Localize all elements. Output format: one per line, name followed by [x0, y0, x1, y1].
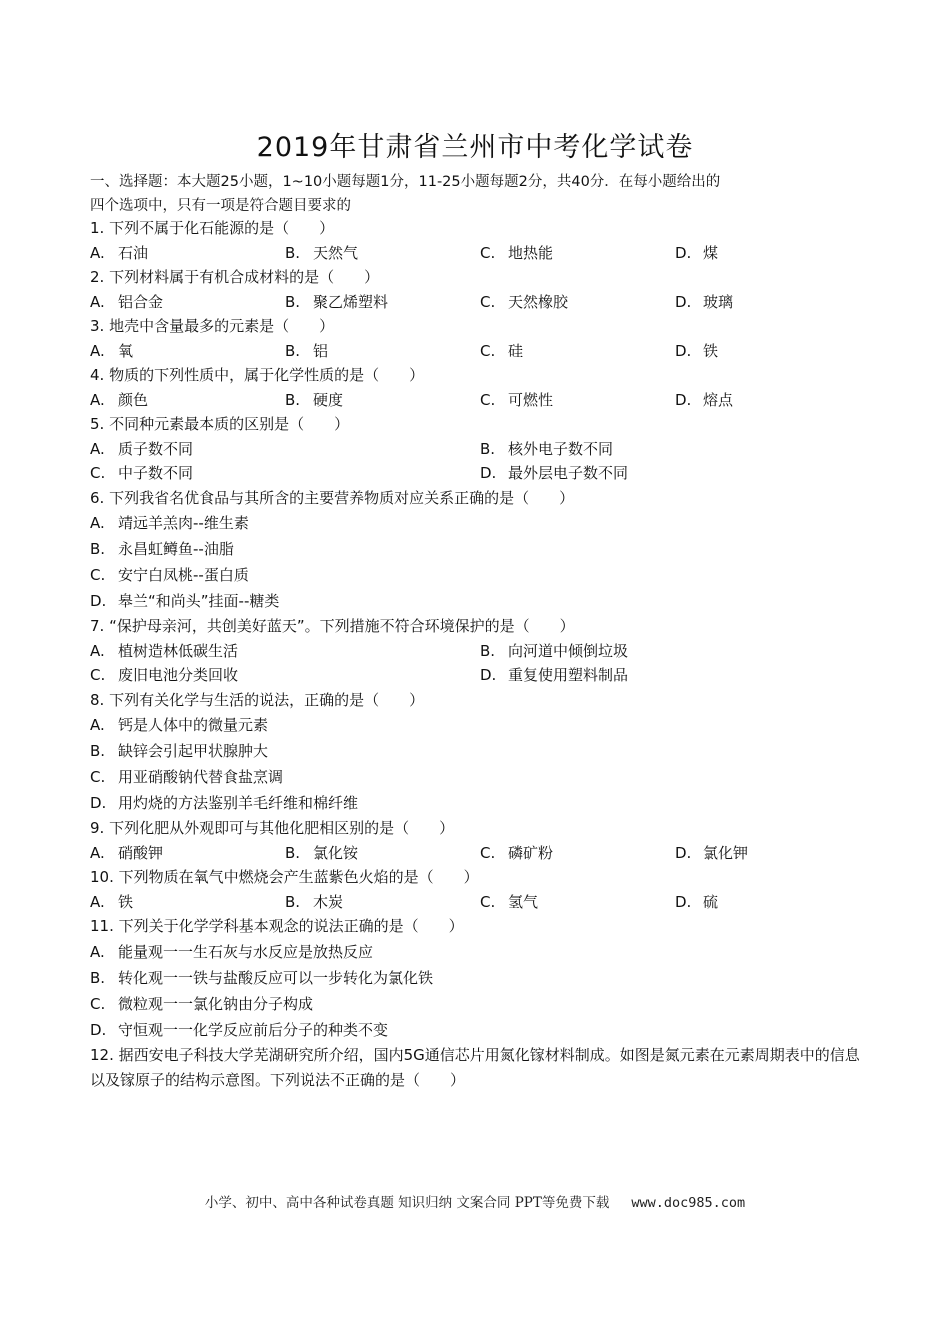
option-letter: A. — [90, 292, 105, 311]
option-text: 铁 — [703, 341, 719, 360]
question-block — [90, 816, 870, 865]
option-item — [90, 461, 480, 486]
option-text: 氯化钾 — [703, 843, 749, 862]
option-text: 向河道中倾倒垃圾 — [508, 641, 629, 660]
option-text: 石油 — [118, 243, 149, 262]
option-text: 废旧电池分类回收 — [118, 666, 239, 684]
option-letter: D. — [675, 341, 692, 360]
section-intro — [90, 170, 870, 218]
footer — [0, 1193, 950, 1213]
question-stem: 8. 下列有关化学与生活的说法，正确的是（ ） — [90, 690, 425, 709]
option-text: 颜色 — [118, 390, 149, 409]
question-list — [90, 216, 870, 1093]
option-item — [285, 290, 480, 315]
option-letter: B. — [285, 341, 301, 360]
option-text: 硬度 — [313, 390, 344, 409]
options-row — [90, 841, 870, 866]
option-item — [90, 1017, 870, 1043]
option-item — [90, 841, 285, 866]
option-text: 靖远羊羔肉--维生素 — [118, 514, 249, 532]
option-item — [675, 241, 870, 266]
option-letter: B. — [90, 540, 106, 558]
option-letter: B. — [90, 742, 106, 760]
option-letter: C. — [90, 464, 106, 482]
question-stem: 10. 下列物质在氧气中燃烧会产生蓝紫色火焰的是（ ） — [90, 868, 479, 886]
option-letter: A. — [90, 243, 105, 262]
option-letter: D. — [675, 243, 692, 262]
option-item — [90, 639, 480, 664]
option-text: 中子数不同 — [118, 464, 194, 482]
option-text: 煤 — [703, 243, 719, 262]
question-stem: 11. 下列关于化学学科基本观念的说法正确的是（ ） — [90, 917, 464, 935]
option-item — [480, 663, 870, 688]
option-text: 安宁白凤桃--蛋白质 — [118, 566, 249, 584]
intro-line-1: 一、选择题：本大题25小题，1~10小题每题1分，11-25小题每题2分，共40分．在每小题给出的 — [90, 174, 721, 190]
option-item — [675, 339, 870, 364]
option-letter: A. — [90, 439, 105, 458]
option-item — [480, 841, 675, 866]
option-text: 能量观一一生石灰与水反应是放热反应 — [118, 942, 374, 961]
option-item — [285, 241, 480, 266]
option-text: 木炭 — [313, 892, 344, 911]
option-letter: A. — [90, 390, 105, 409]
question-block — [90, 486, 870, 615]
option-item — [285, 388, 480, 413]
option-item — [90, 536, 870, 562]
option-item — [90, 437, 480, 462]
option-item — [90, 241, 285, 266]
option-letter: C. — [90, 994, 106, 1013]
option-letter: B. — [285, 892, 301, 911]
options-row — [90, 290, 870, 315]
option-text: 铝合金 — [118, 292, 164, 311]
option-item — [480, 388, 675, 413]
option-letter: A. — [90, 942, 105, 961]
question-block — [90, 1043, 870, 1093]
option-text: 永昌虹鳟鱼--油脂 — [118, 540, 234, 558]
options-row — [90, 241, 870, 266]
question-block — [90, 412, 870, 486]
option-item — [90, 712, 870, 738]
option-item — [90, 588, 870, 614]
option-item — [480, 890, 675, 915]
option-item — [90, 764, 870, 790]
footer-text: 小学、初中、高中各种试卷真题 知识归纳 文案合同 PPT等免费下载 — [204, 1195, 610, 1211]
question-stem: 1. 下列不属于化石能源的是（ ） — [90, 219, 335, 237]
option-text: 重复使用塑料制品 — [508, 666, 629, 684]
option-text: 核外电子数不同 — [508, 439, 614, 458]
option-letter: A. — [90, 514, 105, 532]
option-letter: D. — [675, 292, 692, 311]
option-item — [90, 510, 870, 536]
option-text: 氧 — [118, 341, 134, 360]
question-block — [90, 865, 870, 914]
option-text: 熔点 — [703, 390, 734, 409]
question-block — [90, 614, 870, 688]
question-stem: 6. 下列我省名优食品与其所含的主要营养物质对应关系正确的是（ ） — [90, 488, 575, 507]
option-letter: C. — [480, 341, 496, 360]
option-letter: C. — [90, 768, 106, 786]
option-item — [90, 339, 285, 364]
option-text: 缺锌会引起甲状腺肿大 — [118, 742, 269, 760]
options-row — [90, 890, 870, 915]
option-text: 氢气 — [508, 892, 539, 911]
option-letter: A. — [90, 843, 105, 862]
option-item — [90, 562, 870, 588]
option-letter: B. — [285, 390, 301, 409]
option-item — [90, 991, 870, 1017]
option-text: 质子数不同 — [118, 439, 194, 458]
option-text: 硅 — [508, 341, 524, 360]
option-letter: D. — [90, 794, 107, 812]
option-item — [675, 290, 870, 315]
option-text: 可燃性 — [508, 390, 554, 409]
option-text: 天然气 — [313, 243, 359, 262]
question-block — [90, 265, 870, 314]
option-text: 硝酸钾 — [118, 843, 164, 862]
options-row — [90, 663, 870, 688]
option-letter: D. — [675, 892, 692, 911]
option-item — [480, 639, 870, 664]
option-item — [675, 388, 870, 413]
option-item — [285, 890, 480, 915]
option-item — [90, 790, 870, 816]
option-item — [480, 437, 870, 462]
option-text: 植树造林低碳生活 — [118, 641, 239, 660]
option-letter: A. — [90, 716, 105, 734]
question-block — [90, 363, 870, 412]
option-item — [90, 965, 870, 991]
option-item — [675, 841, 870, 866]
option-letter: B. — [285, 243, 301, 262]
option-text: 地热能 — [508, 243, 554, 262]
option-text: 天然橡胶 — [508, 292, 569, 311]
option-text: 铁 — [118, 892, 134, 911]
option-letter: C. — [480, 843, 496, 862]
option-item — [480, 339, 675, 364]
option-letter: D. — [90, 592, 107, 610]
intro-line-2: 四个选项中，只有一项是符合题目要求的 — [90, 198, 351, 214]
option-item — [90, 939, 870, 965]
option-text: 玻璃 — [703, 292, 734, 311]
option-text: 用亚硝酸钠代替食盐烹调 — [118, 768, 284, 786]
question-stem: 2. 下列材料属于有机合成材料的是（ ） — [90, 268, 380, 286]
option-item — [90, 738, 870, 764]
option-text: 氯化铵 — [313, 843, 359, 862]
option-item — [480, 290, 675, 315]
question-stem: 3. 地壳中含量最多的元素是（ ） — [90, 317, 335, 335]
option-letter: C. — [480, 292, 496, 311]
options-row — [90, 339, 870, 364]
option-letter: B. — [480, 641, 496, 660]
option-letter: A. — [90, 892, 105, 911]
option-item — [90, 388, 285, 413]
option-item — [480, 241, 675, 266]
option-text: 铝 — [313, 341, 329, 360]
option-item — [480, 461, 870, 486]
options-row — [90, 388, 870, 413]
option-text: 皋兰“和尚头”挂面--糖类 — [118, 592, 280, 610]
question-stem: 7. “保护母亲河，共创美好蓝天”。下列措施不符合环境保护的是（ ） — [90, 617, 575, 635]
question-block — [90, 314, 870, 363]
options-row — [90, 437, 870, 462]
question-block — [90, 688, 870, 817]
option-letter: B. — [285, 843, 301, 862]
question-stem: 12. 据西安电子科技大学芜湖研究所介绍，国内5G通信芯片用氮化镓材料制成。如图是氮元素在元素周期表中的信息以及镓原子的结构示意图。下列说法不正确的是（ ） — [90, 1045, 860, 1089]
option-letter: D. — [90, 1020, 107, 1039]
question-stem: 4. 物质的下列性质中，属于化学性质的是（ ） — [90, 366, 425, 384]
option-item — [90, 890, 285, 915]
option-letter: B. — [480, 439, 496, 458]
option-item — [285, 841, 480, 866]
option-item — [90, 663, 480, 688]
option-text: 微粒观一一氯化钠由分子构成 — [118, 994, 314, 1013]
option-text: 磷矿粉 — [508, 843, 554, 862]
option-text: 守恒观一一化学反应前后分子的种类不变 — [118, 1020, 389, 1039]
option-text: 转化观一一铁与盐酸反应可以一步转化为氯化铁 — [118, 968, 434, 987]
option-letter: A. — [90, 341, 105, 360]
question-stem: 5. 不同种元素最本质的区别是（ ） — [90, 415, 350, 433]
option-letter: C. — [480, 390, 496, 409]
question-block — [90, 216, 870, 265]
option-letter: A. — [90, 641, 105, 660]
option-letter: C. — [480, 243, 496, 262]
option-letter: B. — [90, 968, 106, 987]
option-letter: D. — [675, 390, 692, 409]
option-item — [675, 890, 870, 915]
option-letter: D. — [480, 464, 497, 482]
option-letter: C. — [90, 666, 106, 684]
option-letter: D. — [675, 843, 692, 862]
question-block — [90, 914, 870, 1043]
option-item — [90, 290, 285, 315]
option-text: 最外层电子数不同 — [508, 464, 629, 482]
option-letter: B. — [285, 292, 301, 311]
option-text: 硫 — [703, 892, 719, 911]
option-letter: C. — [90, 566, 106, 584]
options-row — [90, 639, 870, 664]
option-text: 钙是人体中的微量元素 — [118, 716, 269, 734]
option-item — [285, 339, 480, 364]
option-letter: D. — [480, 666, 497, 684]
option-text: 聚乙烯塑料 — [313, 292, 389, 311]
options-row — [90, 461, 870, 486]
option-letter: C. — [480, 892, 496, 911]
question-stem: 9. 下列化肥从外观即可与其他化肥相区别的是（ ） — [90, 819, 455, 837]
footer-url[interactable]: www.doc985.com — [631, 1195, 746, 1211]
option-text: 用灼烧的方法鉴别羊毛纤维和棉纤维 — [118, 794, 359, 812]
page-title: 2019年甘肃省兰州市中考化学试卷 — [256, 132, 694, 163]
